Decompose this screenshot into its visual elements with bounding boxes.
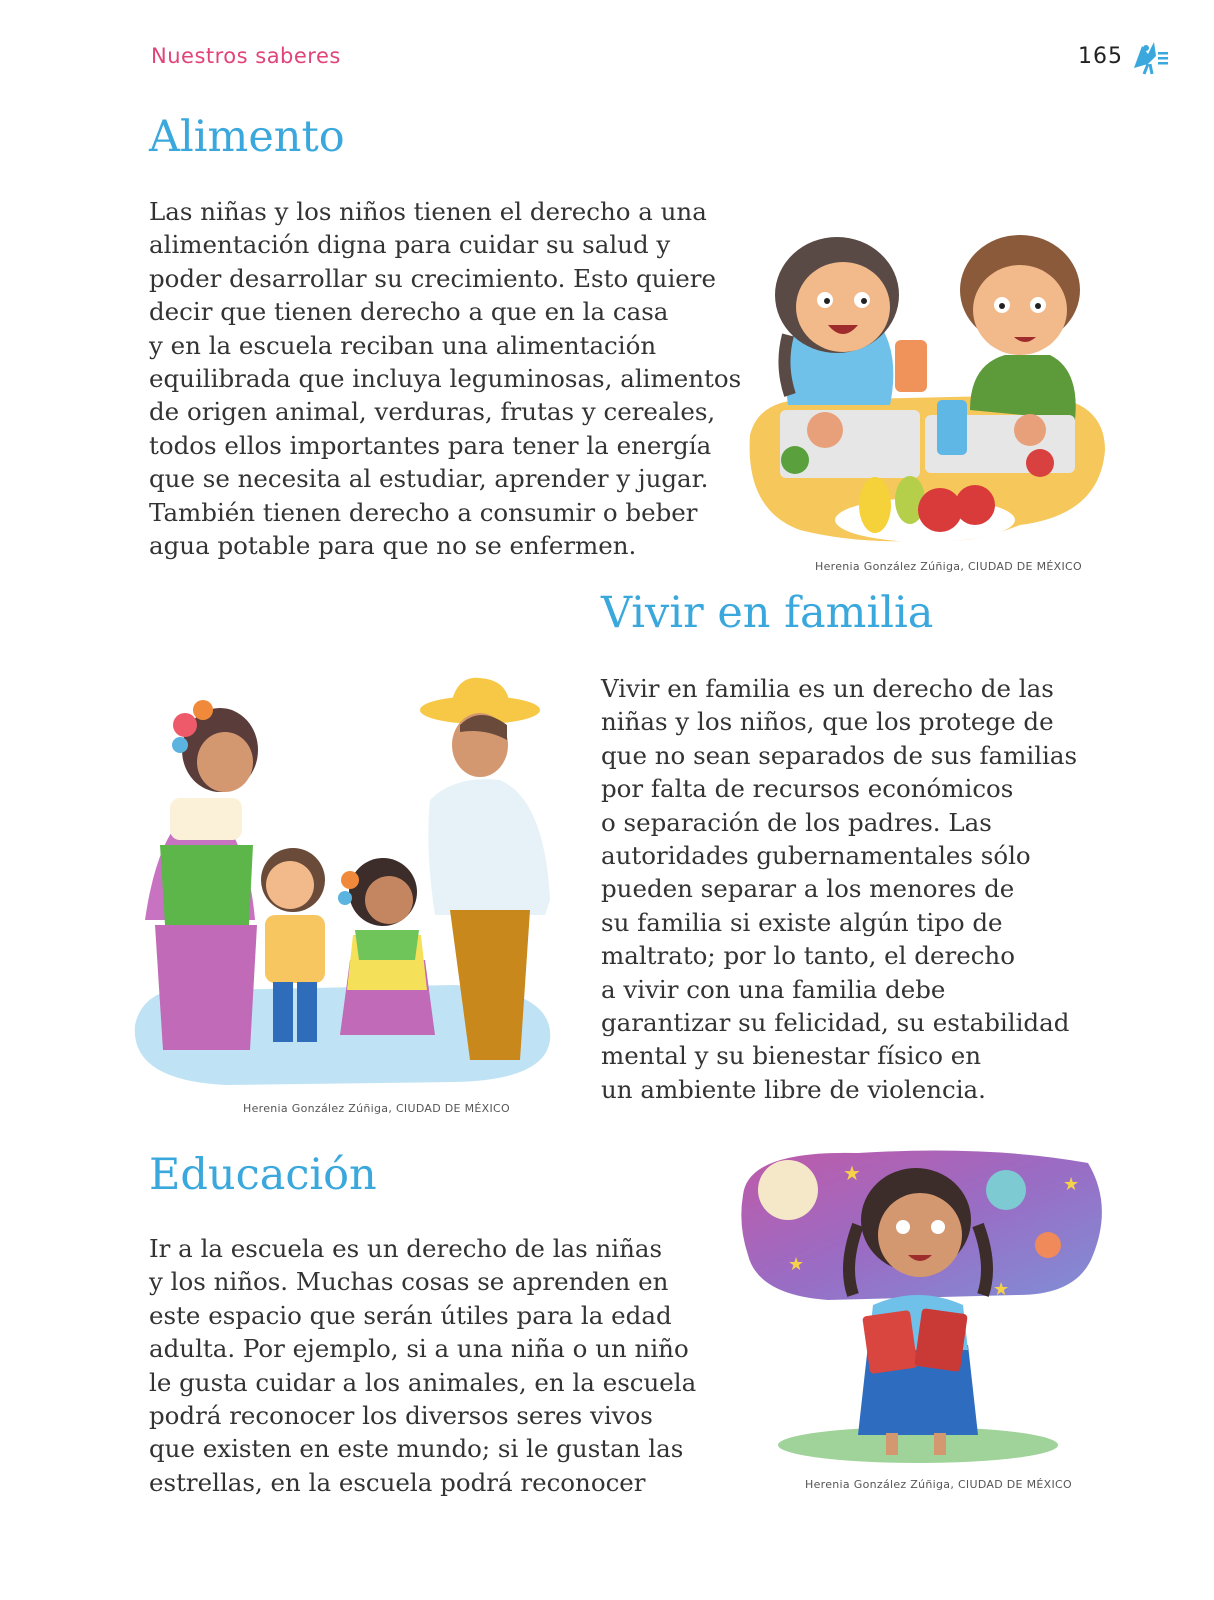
winged-figure-icon bbox=[1128, 38, 1170, 78]
text-line: adulta. Por ejemplo, si a una niña o un niño bbox=[149, 1334, 689, 1364]
illustration-credit: Herenia González Zúñiga, CIUDAD DE MÉXICO bbox=[815, 560, 1082, 573]
text-line: todos ellos importantes para tener la energía bbox=[149, 430, 712, 460]
svg-text:★: ★ bbox=[993, 1279, 1010, 1300]
text-line: podrá reconocer los diversos seres vivos bbox=[149, 1401, 653, 1431]
text-line: que se necesita al estudiar, aprender y jugar. bbox=[149, 464, 709, 494]
text-line: este espacio que serán útiles para la edad bbox=[149, 1300, 672, 1330]
family-walking-illustration bbox=[125, 670, 565, 1095]
text-line: decir que tienen derecho a que en la casa bbox=[149, 297, 669, 327]
text-line: de origen animal, verduras, frutas y cereales, bbox=[149, 397, 716, 427]
text-line: por falta de recursos económicos bbox=[601, 774, 1014, 804]
text-line: Las niñas y los niños tienen el derecho a una bbox=[149, 197, 707, 226]
text-line: y en la escuela reciban una alimentación bbox=[149, 330, 657, 360]
text-line: o separación de los padres. Las bbox=[601, 807, 992, 837]
text-line: niñas y los niños, que los protege de bbox=[601, 707, 1054, 737]
vivir-en-familia-paragraph bbox=[601, 672, 1077, 1106]
text-line: un ambiente libre de violencia. bbox=[601, 1074, 986, 1104]
text-line: equilibrada que incluya leguminosas, alimentos bbox=[149, 364, 742, 394]
alimento-paragraph bbox=[149, 195, 741, 562]
section-header: Nuestros saberes bbox=[151, 44, 341, 68]
educacion-paragraph bbox=[149, 1232, 696, 1499]
text-line: Ir a la escuela es un derecho de las niñas bbox=[149, 1234, 663, 1263]
text-line: Vivir en familia es un derecho de las bbox=[601, 674, 1054, 703]
svg-text:★: ★ bbox=[1063, 1174, 1080, 1195]
text-line: a vivir con una familia debe bbox=[601, 974, 946, 1004]
text-line: agua potable para que no se enfermen. bbox=[149, 531, 637, 561]
text-line: pueden separar a los menores de bbox=[601, 874, 1015, 904]
section-title-alimento: Alimento bbox=[149, 112, 345, 162]
page-number: 165 bbox=[1078, 44, 1123, 69]
text-line: le gusta cuidar a los animales, en la escuela bbox=[149, 1367, 697, 1397]
girl-reading-illustration bbox=[738, 1145, 1110, 1475]
text-line: su familia si existe algún tipo de bbox=[601, 907, 1003, 937]
text-line: También tienen derecho a consumir o beber bbox=[149, 497, 698, 527]
text-line: maltrato; por lo tanto, el derecho bbox=[601, 941, 1015, 971]
text-line: estrellas, en la escuela podrá reconocer bbox=[149, 1467, 646, 1497]
illustration-credit: Herenia González Zúñiga, CIUDAD DE MÉXICO bbox=[243, 1102, 510, 1115]
text-line: que no sean separados de sus familias bbox=[601, 740, 1078, 770]
svg-text:★: ★ bbox=[843, 1161, 861, 1185]
illustration-credit: Herenia González Zúñiga, CIUDAD DE MÉXICO bbox=[805, 1478, 1072, 1491]
text-line: garantizar su felicidad, su estabilidad bbox=[601, 1008, 1070, 1038]
children-eating-illustration bbox=[740, 225, 1110, 550]
text-line: y los niños. Muchas cosas se aprenden en bbox=[149, 1267, 669, 1297]
text-line: poder desarrollar su crecimiento. Esto quiere bbox=[149, 263, 716, 293]
text-line: mental y su bienestar físico en bbox=[601, 1041, 982, 1071]
section-title-vivir-en-familia: Vivir en familia bbox=[601, 588, 934, 638]
text-line: que existen en este mundo; si le gustan las bbox=[149, 1434, 684, 1464]
section-title-educacion: Educación bbox=[149, 1150, 377, 1200]
svg-text:★: ★ bbox=[788, 1254, 805, 1275]
text-line: autoridades gubernamentales sólo bbox=[601, 841, 1031, 871]
text-line: alimentación digna para cuidar su salud y bbox=[149, 230, 671, 260]
